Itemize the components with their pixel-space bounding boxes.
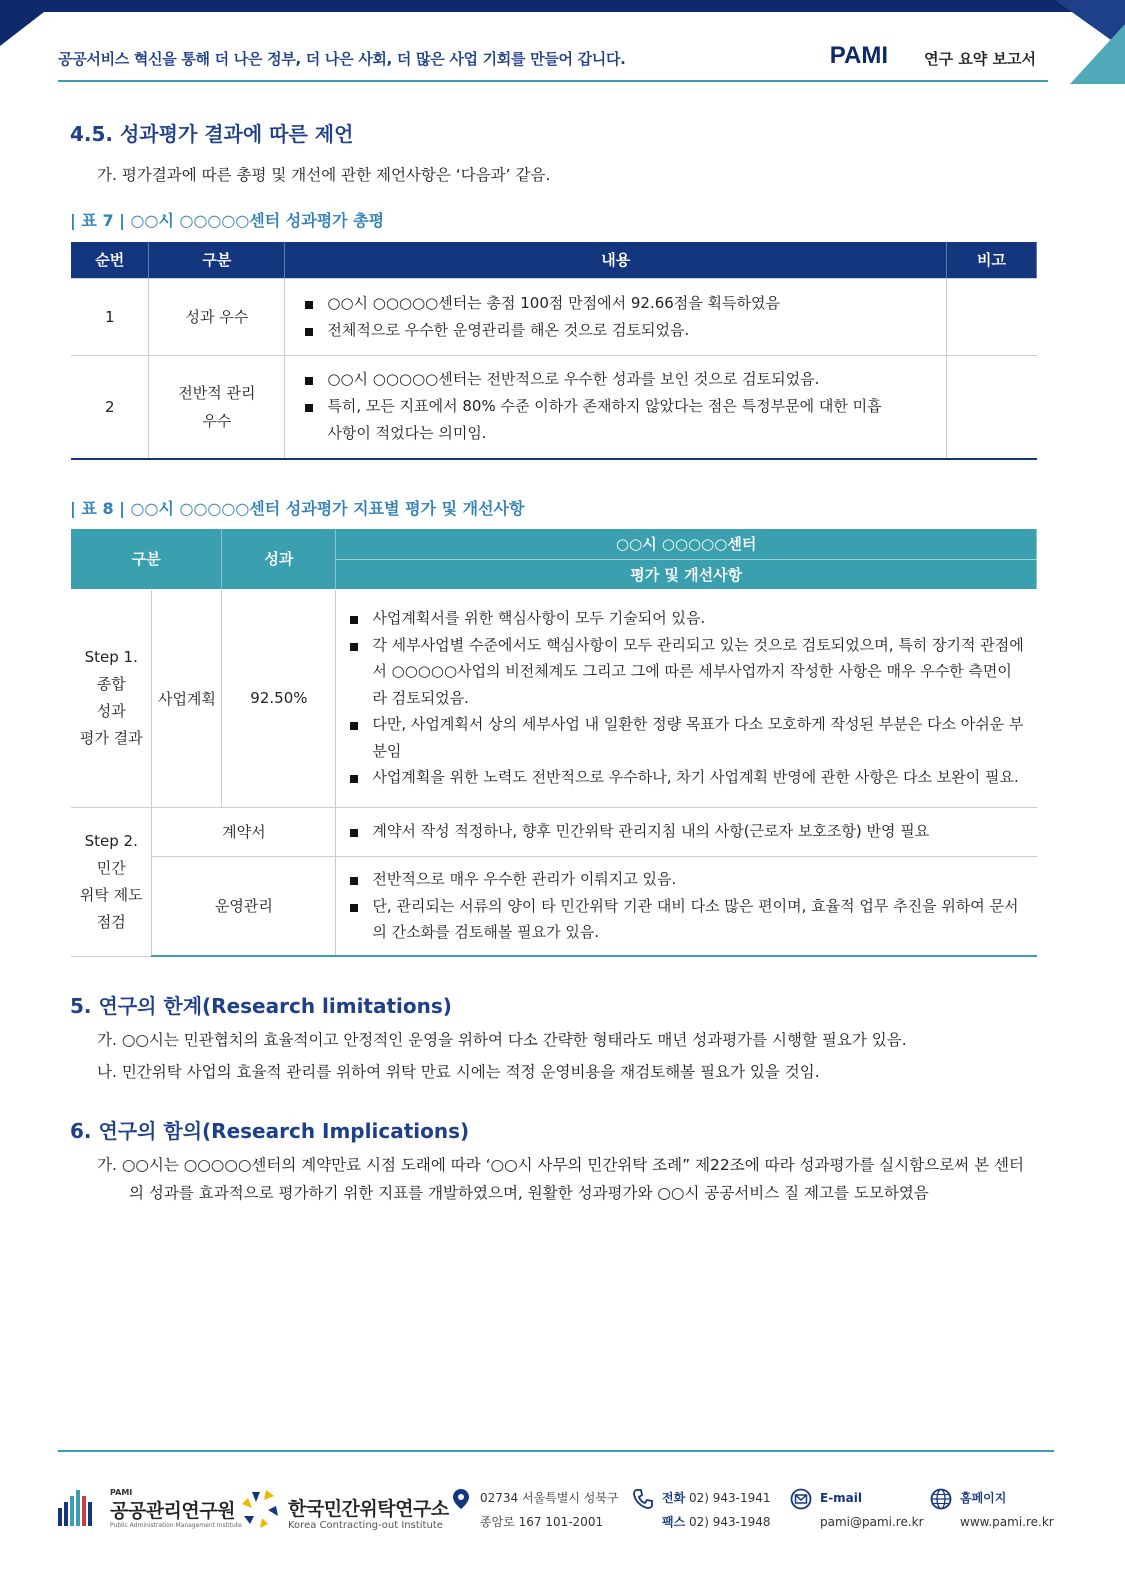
section-5-item: 나. 민간위탁 사업의 효율적 관리를 위하여 위탁 만료 시에는 적정 운영비용을 재검토해볼 필요가 있을 것임. — [97, 1063, 820, 1081]
row-content — [285, 355, 947, 459]
pami-logo — [58, 1488, 242, 1530]
location-pin-icon — [450, 1488, 472, 1510]
top-left-decoration — [0, 12, 44, 46]
row-category: 성과 우수 — [149, 278, 285, 355]
list-item: 사업계획을 위한 노력도 전반적으로 우수하나, 차기 사업계획 반영에 관한 사항은 다소 보완이 필요. — [348, 764, 1024, 791]
section-4-5-para: 가. 평가결과에 따른 총평 및 개선에 관한 제언사항은 ‘다음과’ 같음. — [97, 166, 551, 184]
kci-logo-eng: Korea Contracting-out Institute — [288, 1520, 443, 1531]
row-note — [947, 355, 1037, 459]
table-7 — [71, 242, 1037, 460]
table-7-col-note: 비고 — [947, 242, 1037, 278]
step1-label-line: 성과 — [96, 702, 126, 720]
header-brand: PAMI — [829, 42, 888, 69]
row-no: 2 — [71, 355, 149, 459]
table-7-header — [71, 242, 1037, 278]
step2-label-line: 점검 — [96, 912, 126, 931]
step2-label-line: 민간 — [96, 858, 126, 877]
step1-sub: 사업계획 — [152, 589, 222, 807]
step2-label-line: 위탁 제도 — [79, 885, 143, 904]
step1-label-line: 종합 — [96, 675, 126, 693]
list-item: ○○시 ○○○○○센터는 전반적으로 우수한 성과를 보인 것으로 검토되었음. — [303, 366, 928, 393]
table-7-col-category: 구분 — [149, 242, 285, 278]
list-item: 각 세부사업별 수준에서도 핵심사항이 모두 관리되고 있는 것으로 검토되었으며, 특히 장기적 관점에서 ○○○○○사업의 비전체계도 그리고 그에 따른 세부사업까지 작성한 사항은 매우 우수한 측면이라 검토되었음. — [348, 632, 1024, 712]
step1-label-line: Step 1. — [84, 648, 138, 666]
row-category-line2: 우수 — [202, 411, 232, 430]
table-8-col-eval: 평가 및 개선사항 — [336, 559, 1037, 589]
list-item: 다만, 사업계획서 상의 세부사업 내 일환한 정량 목표가 다소 모호하게 작성된 부분은 다소 아쉬운 부분임 — [348, 711, 1024, 764]
table-row — [71, 856, 1037, 956]
page-footer — [58, 1478, 1054, 1548]
page-header — [58, 40, 1048, 82]
phone-number: 02) 943-1941 — [689, 1491, 771, 1505]
pami-logo-icon — [58, 1490, 98, 1526]
address-line1: 02734 서울특별시 성북구 — [480, 1491, 619, 1505]
kci-logo-name: 한국민간위탁연구소 — [288, 1498, 449, 1520]
table-7-col-content: 내용 — [285, 242, 947, 278]
row-note — [947, 278, 1037, 355]
list-item: 전체적으로 우수한 운영관리를 해온 것으로 검토되었음. — [303, 317, 928, 344]
table-7-caption: | 표 7 | ○○시 ○○○○○센터 성과평가 총평 — [70, 211, 385, 230]
table-8-col-center: ○○시 ○○○○○센터 — [336, 529, 1037, 559]
row-no: 1 — [71, 278, 149, 355]
email-address: pami@pami.re.kr — [820, 1515, 924, 1529]
table-8-caption: | 표 8 | ○○시 ○○○○○센터 성과평가 지표별 평가 및 개선사항 — [70, 499, 525, 518]
section-6-item: 가. ○○시는 ○○○○○센터의 계약만료 시점 도래에 따라 ‘○○시 사무의 민간위탁 조례” 제22조에 따라 성과평가를 실시함으로써 본 센터의 성과를 효과적으로 평가하기 위한 지표를 개발하였으며, 원활한 성과평가와 ○○시 공공서비스 질 제고를 도모하였음 — [97, 1156, 1024, 1202]
phone-label: 전화 — [662, 1491, 686, 1505]
table-row — [71, 355, 1037, 459]
fax-number: 02) 943-1948 — [689, 1515, 771, 1529]
web-url: www.pami.re.kr — [960, 1515, 1054, 1529]
row-content — [285, 278, 947, 355]
pami-logo-eng: Public Administration Management Institute — [110, 1522, 242, 1529]
table-8-col-result: 성과 — [222, 529, 336, 589]
list-item: ○○시 ○○○○○센터는 총점 100점 만점에서 92.66점을 획득하였음 — [303, 290, 928, 317]
step2-contract-content — [336, 807, 1037, 856]
pami-logo-small: PAMI — [110, 1488, 133, 1497]
globe-icon — [930, 1488, 952, 1510]
section-5-item: 가. ○○시는 민관협치의 효율적이고 안정적인 운영을 위하여 다소 간략한 형태라도 매년 성과평가를 시행할 필요가 있음. — [97, 1031, 907, 1049]
step1-result: 92.50% — [222, 589, 336, 807]
phone-icon — [632, 1488, 654, 1510]
footer-divider — [58, 1450, 1054, 1452]
header-slogan: 공공서비스 혁신을 통해 더 나은 정부, 더 나은 사회, 더 많은 사업 기회를 만들어 갑니다. — [58, 50, 626, 68]
step2-label — [71, 807, 152, 956]
step1-content — [336, 589, 1037, 807]
step2-contract-sub: 계약서 — [152, 807, 336, 856]
list-item: 단, 관리되는 서류의 양이 타 민간위탁 기관 대비 다소 많은 편이며, 효율적 업무 추진을 위하여 문서의 간소화를 검토해볼 필요가 있음. — [348, 893, 1024, 946]
step2-operation-content — [336, 856, 1037, 956]
list-item: 전반적으로 매우 우수한 관리가 이뤄지고 있음. — [348, 866, 1024, 893]
table-8-col-category: 구분 — [71, 529, 222, 589]
pami-logo-name: 공공관리연구원 — [110, 1500, 235, 1522]
table-8-header-row1 — [71, 529, 1037, 559]
address-line2: 종암로 167 101-2001 — [480, 1515, 604, 1529]
list-item: 사업계획서를 위한 핵심사항이 모두 기술되어 있음. — [348, 605, 1024, 632]
row-category — [149, 355, 285, 459]
list-item: 계약서 작성 적정하나, 향후 민간위탁 관리지침 내의 사항(근로자 보호조항) 반영 필요 — [348, 818, 1024, 845]
fax-label: 팩스 — [662, 1515, 686, 1529]
kci-logo — [238, 1486, 448, 1532]
top-right-decoration — [1055, 0, 1125, 84]
web-label: 홈페이지 — [960, 1491, 1007, 1505]
email-label: E-mail — [820, 1491, 863, 1505]
table-row — [71, 807, 1037, 856]
table-8 — [71, 529, 1037, 957]
kci-logo-icon — [238, 1486, 284, 1532]
row-category-line1: 전반적 관리 — [178, 383, 256, 402]
step1-label-line: 평가 결과 — [79, 729, 143, 747]
step1-label — [71, 589, 152, 807]
list-item: 특히, 모든 지표에서 80% 수준 이하가 존재하지 않았다는 점은 특정부문에 대한 미흡사항이 적었다는 의미임. — [303, 393, 928, 447]
section-6-title: 6. 연구의 함의(Research Implications) — [70, 1119, 470, 1143]
step2-operation-sub: 운영관리 — [152, 856, 336, 956]
table-row — [71, 278, 1037, 355]
step2-label-line: Step 2. — [84, 831, 138, 850]
top-band — [0, 0, 1125, 12]
email-icon — [790, 1488, 812, 1510]
section-4-5-title: 4.5. 성과평가 결과에 따른 제언 — [70, 122, 354, 146]
table-7-col-no: 순번 — [71, 242, 149, 278]
section-5-title: 5. 연구의 한계(Research limitations) — [70, 994, 452, 1018]
header-report-type: 연구 요약 보고서 — [924, 50, 1036, 68]
table-row — [71, 589, 1037, 807]
